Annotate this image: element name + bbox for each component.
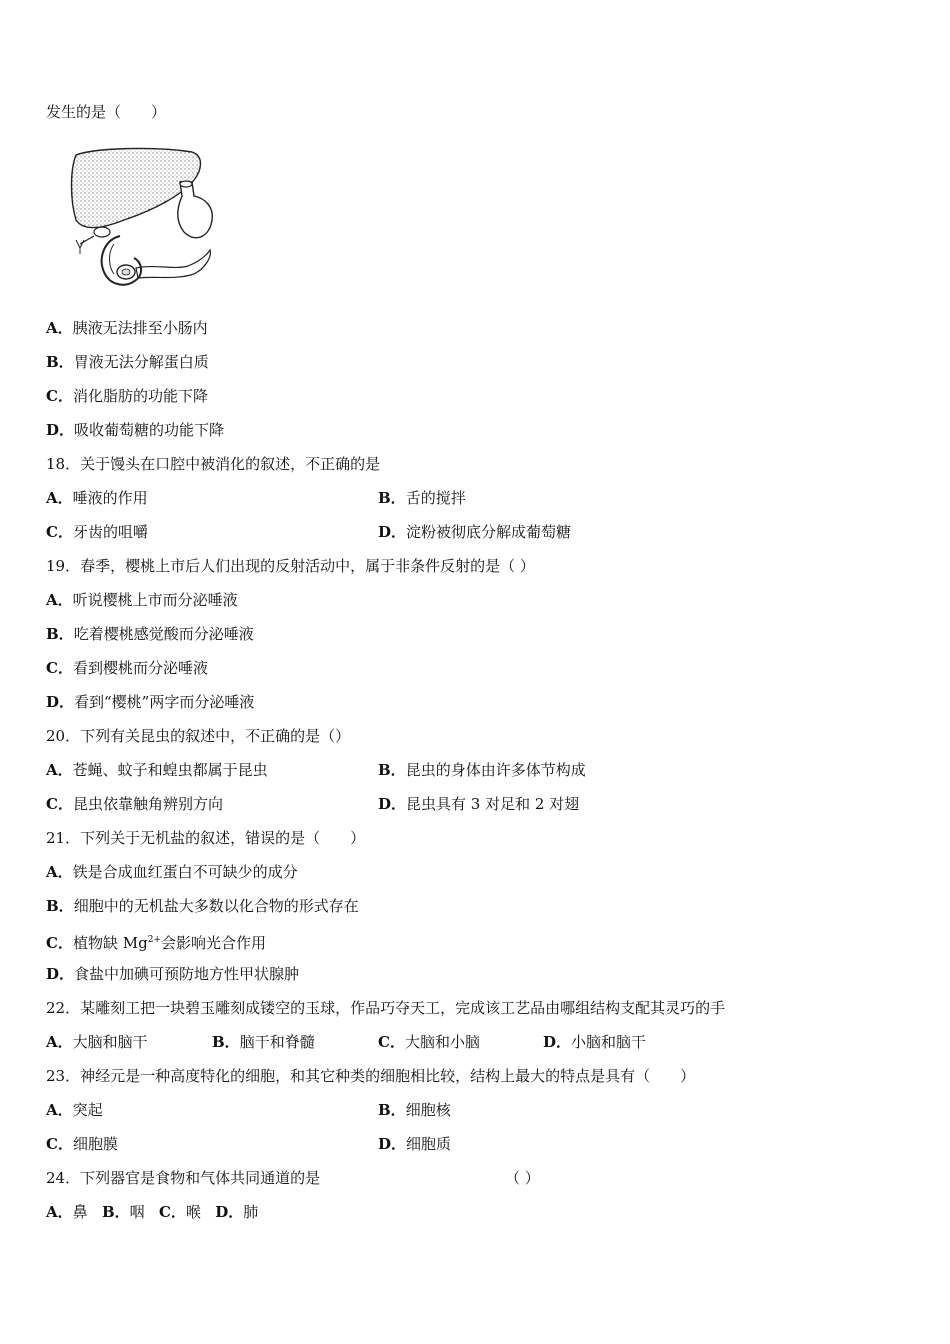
q22-option-a[interactable]: A．大脑和脑干 (46, 1033, 148, 1051)
q24-option-b[interactable]: B．咽 (101, 1203, 145, 1221)
q19-option-a[interactable]: A．听说樱桃上市而分泌唾液 (46, 591, 238, 609)
q20-option-a[interactable]: A．苍蝇、蚊子和蝗虫都属于昆虫 (46, 761, 268, 779)
digestive-organs-figure-icon (64, 140, 224, 300)
q24-answer-blank: （ ） (505, 1169, 540, 1187)
q17-option-b[interactable]: B．胃液无法分解蛋白质 (46, 353, 209, 371)
q24-option-d[interactable]: D．肺 (215, 1203, 259, 1221)
q20-option-c[interactable]: C．昆虫依靠触角辨别方向 (46, 795, 223, 813)
q19-stem: 19．春季，樱桃上市后人们出现的反射活动中，属于非条件反射的是（ ） (46, 557, 535, 575)
q19-option-b[interactable]: B．吃着樱桃感觉酸而分泌唾液 (46, 625, 254, 643)
q17-option-c[interactable]: C．消化脂肪的功能下降 (46, 387, 208, 405)
q23-option-b[interactable]: B．细胞核 (378, 1101, 451, 1119)
q22-option-b[interactable]: B．脑干和脊髓 (212, 1033, 315, 1051)
q21-option-c[interactable]: C．植物缺 $Mg^{2+}$会影响光合作用 (46, 934, 266, 952)
q19-option-d[interactable]: D．看到“樱桃”两字而分泌唾液 (46, 693, 255, 711)
q21-option-b[interactable]: B．细胞中的无机盐大多数以化合物的形式存在 (46, 897, 359, 915)
q18-option-b[interactable]: B．舌的搅拌 (378, 489, 466, 507)
q23-option-c[interactable]: C．细胞膜 (46, 1135, 118, 1153)
q18-stem: 18．关于馒头在口腔中被消化的叙述，不正确的是 (46, 455, 381, 473)
q23-option-a[interactable]: A．突起 (46, 1101, 103, 1119)
q17-option-d[interactable]: D．吸收葡萄糖的功能下降 (46, 421, 225, 439)
q22-stem: 22．某雕刻工把一块碧玉雕刻成镂空的玉球，作品巧夺天工，完成该工艺品由哪组结构支配其灵巧的手 (46, 999, 726, 1017)
q23-stem: 23．神经元是一种高度特化的细胞，和其它种类的细胞相比较，结构上最大的特点是具有（ ） (46, 1067, 696, 1085)
q24-stem: 24．下列器官是食物和气体共同通道的是 (46, 1169, 321, 1187)
q24-option-c[interactable]: C．喉 (158, 1203, 201, 1221)
q21-option-d[interactable]: D．食盐中加碘可预防地方性甲状腺肿 (46, 965, 300, 983)
q20-option-d[interactable]: D．昆虫具有 3 对足和 2 对翅 (378, 795, 580, 813)
q18-option-d[interactable]: D．淀粉被彻底分解成葡萄糖 (378, 523, 572, 541)
q22-option-d[interactable]: D．小脑和脑干 (543, 1033, 647, 1051)
q21-option-a[interactable]: A．铁是合成血红蛋白不可缺少的成分 (46, 863, 298, 881)
q24-options-row (46, 1202, 258, 1222)
q20-stem: 20．下列有关昆虫的叙述中，不正确的是（） (46, 727, 351, 745)
q18-option-c[interactable]: C．牙齿的咀嚼 (46, 523, 148, 541)
q24-option-a[interactable]: A．鼻 (46, 1203, 88, 1221)
q17-stem-tail: 发生的是（ ） (46, 103, 167, 121)
q20-option-b[interactable]: B．昆虫的身体由许多体节构成 (378, 761, 586, 779)
q22-option-c[interactable]: C．大脑和小脑 (378, 1033, 480, 1051)
q19-option-c[interactable]: C．看到樱桃而分泌唾液 (46, 659, 208, 677)
q21-stem: 21．下列关于无机盐的叙述，错误的是（ ） (46, 829, 366, 847)
q18-option-a[interactable]: A．唾液的作用 (46, 489, 148, 507)
q23-option-d[interactable]: D．细胞质 (378, 1135, 452, 1153)
q17-option-a[interactable]: A．胰液无法排至小肠内 (46, 319, 208, 337)
